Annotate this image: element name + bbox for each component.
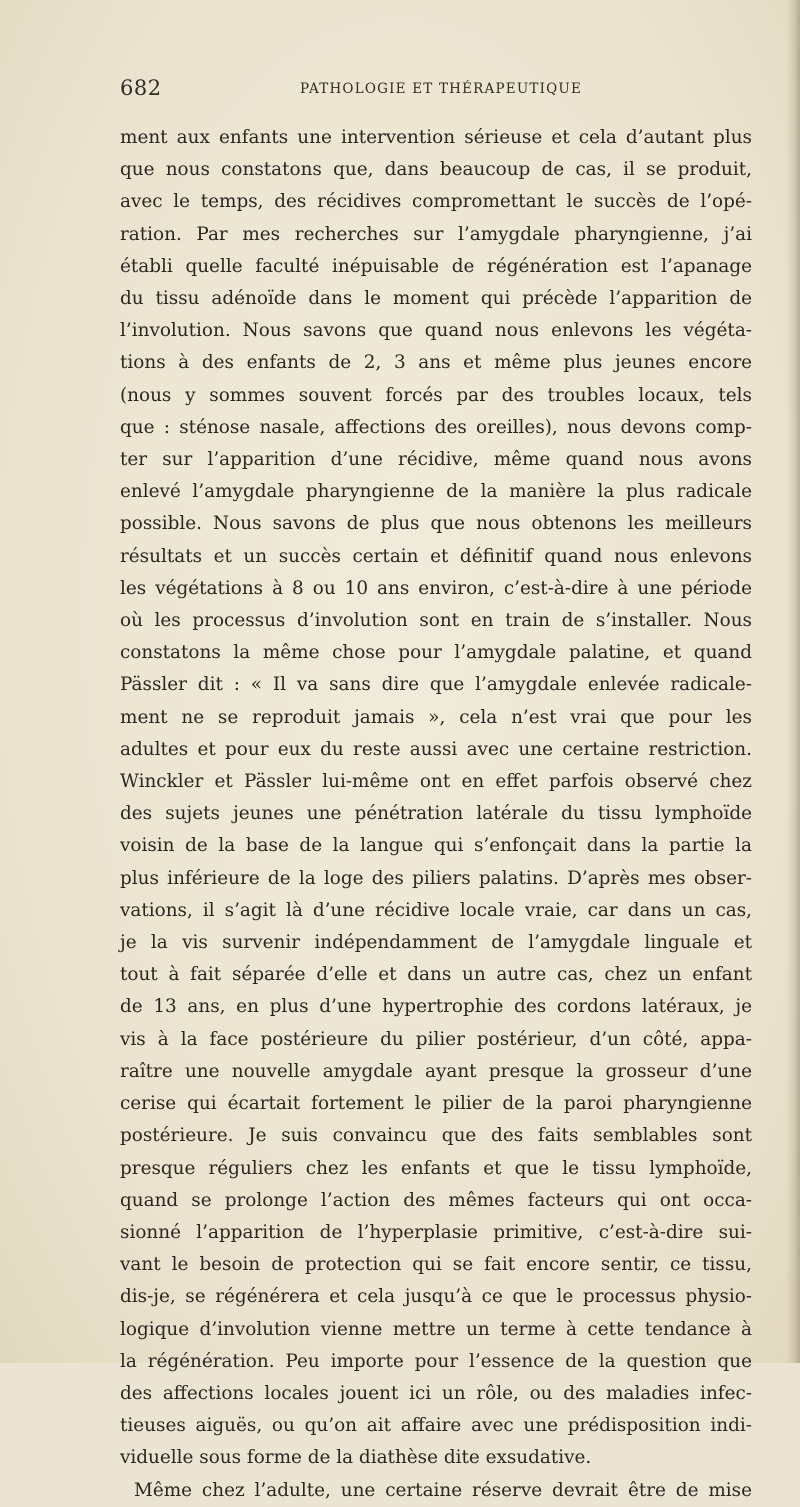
text-line: tions à des enfants de 2, 3 ans et même plus jeunes encore xyxy=(120,352,752,374)
running-title: PATHOLOGIE ET THÉRAPEUTIQUE xyxy=(300,81,583,97)
text-line: ment ne se reproduit jamais », cela n’est vrai que pour les xyxy=(120,706,752,728)
text-line: établi quelle faculté inépuisable de régénération est l’apanage xyxy=(120,255,752,277)
text-line: des sujets jeunes une pénétration latérale du tissu lymphoïde xyxy=(120,803,752,825)
text-line: voisin de la base de la langue qui s’enfonçait dans la partie la xyxy=(120,835,752,857)
page-edge-shadow xyxy=(786,0,800,1363)
text-line: je la vis survenir indépendamment de l’amygdale linguale et xyxy=(120,932,752,954)
text-line: postérieure. Je suis convaincu que des faits semblables sont xyxy=(120,1125,752,1147)
text-line: (nous y sommes souvent forcés par des troubles locaux, tels xyxy=(120,384,752,406)
text-line: Même chez l’adulte, une certaine réserve devrait être de mise xyxy=(134,1479,752,1501)
text-line: plus inférieure de la loge des piliers palatins. D’après mes obser- xyxy=(120,867,752,889)
text-line: du tissu adénoïde dans le moment qui précède l’apparition de xyxy=(120,288,752,310)
text-line: tout à fait séparée d’elle et dans un autre cas, chez un enfant xyxy=(120,964,752,986)
text-line: constatons la même chose pour l’amygdale palatine, et quand xyxy=(120,642,752,664)
text-line: ter sur l’apparition d’une récidive, même quand nous avons xyxy=(120,449,752,471)
text-line: que nous constatons que, dans beaucoup de cas, il se produit, xyxy=(120,159,752,181)
text-line: ment aux enfants une intervention sérieuse et cela d’autant plus xyxy=(120,127,752,148)
paragraph xyxy=(120,122,752,1475)
text-line: viduelle sous forme de la diathèse dite exsudative. xyxy=(120,1447,592,1469)
text-line: adultes et pour eux du reste aussi avec une certaine restriction. xyxy=(120,738,752,760)
text-line: raître une nouvelle amygdale ayant presque la grosseur d’une xyxy=(120,1060,752,1082)
text-line: tieuses aiguës, ou qu’on ait affaire avec une prédisposition indi- xyxy=(120,1415,752,1437)
text-line: cerise qui écartait fortement le pilier de la paroi pharyngienne xyxy=(120,1093,752,1115)
body-text xyxy=(120,122,752,1507)
paragraph xyxy=(120,1475,752,1507)
text-line: ration. Par mes recherches sur l’amygdale pharyngienne, j’ai xyxy=(120,223,752,245)
text-line: avec le temps, des récidives compromettant le succès de l’opé- xyxy=(120,191,752,213)
text-line: les végétations à 8 ou 10 ans environ, c’est-à-dire à une période xyxy=(120,577,752,599)
text-line: presque réguliers chez les enfants et que le tissu lymphoïde, xyxy=(120,1157,752,1179)
text-line: Winckler et Pässler lui-même ont en effet parfois observé chez xyxy=(120,771,752,793)
text-line: dis-je, se régénérera et cela jusqu’à ce que le processus physio- xyxy=(120,1286,752,1308)
text-line: l’involution. Nous savons que quand nous enlevons les végéta- xyxy=(120,320,752,342)
text-line: de 13 ans, en plus d’une hypertrophie des cordons latéraux, je xyxy=(120,996,752,1018)
text-line: vis à la face postérieure du pilier postérieur, d’un côté, appa- xyxy=(120,1028,752,1050)
text-line: vant le besoin de protection qui se fait encore sentir, ce tissu, xyxy=(120,1254,752,1276)
text-line: Pässler dit : « Il va sans dire que l’amygdale enlevée radicale- xyxy=(120,674,752,696)
text-line: la régénération. Peu importe pour l’essence de la question que xyxy=(120,1350,752,1372)
text-line: des affections locales jouent ici un rôle, ou des maladies infec- xyxy=(120,1382,752,1404)
text-line: sionné l’apparition de l’hyperplasie primitive, c’est-à-dire sui- xyxy=(120,1221,752,1243)
text-line: que : sténose nasale, affections des oreilles), nous devons comp- xyxy=(120,416,752,438)
text-line: où les processus d’involution sont en train de s’installer. Nous xyxy=(120,610,752,632)
page-header xyxy=(120,76,750,106)
text-line: possible. Nous savons de plus que nous obtenons les meilleurs xyxy=(120,513,752,535)
text-line: enlevé l’amygdale pharyngienne de la manière la plus radicale xyxy=(120,481,752,503)
text-line: logique d’involution vienne mettre un terme à cette tendance à xyxy=(120,1318,752,1340)
text-line: vations, il s’agit là d’une récidive locale vraie, car dans un cas, xyxy=(120,899,752,921)
text-line: quand se prolonge l’action des mêmes facteurs qui ont occa- xyxy=(120,1189,752,1211)
page-number: 682 xyxy=(120,76,162,100)
text-line: résultats et un succès certain et définitif quand nous enlevons xyxy=(120,545,752,567)
